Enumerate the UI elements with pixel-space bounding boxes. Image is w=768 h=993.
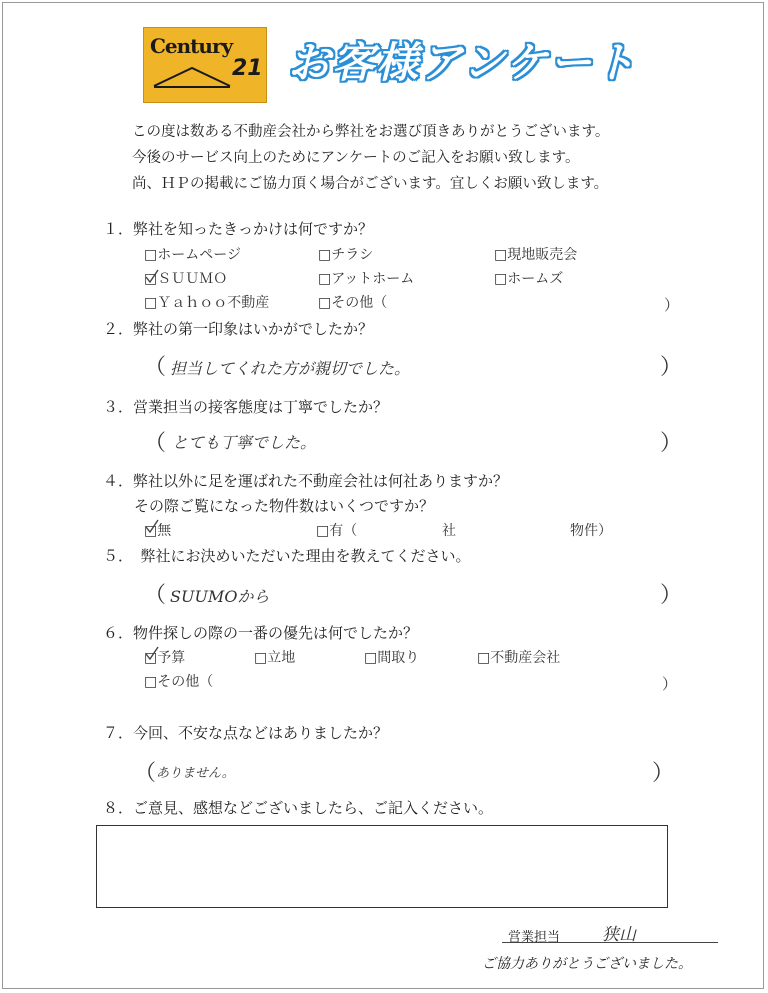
q5-open-paren: （	[144, 583, 167, 608]
q5-text: ５． 弊社にお決めいただいた理由を教えてください。	[103, 547, 471, 565]
q1-option-flyer[interactable]: □チラシ	[318, 247, 374, 263]
logo-text: Century	[150, 34, 233, 58]
q1-option-athome[interactable]: □アットホーム	[318, 271, 415, 287]
q7-close-paren: ）	[652, 761, 675, 786]
q3-open-paren: （	[144, 431, 167, 456]
q7-open-paren: （	[134, 761, 157, 786]
q1-close-paren: ）	[664, 296, 680, 314]
q1-option-yahoo[interactable]: □Ｙａｈｏｏ不動産	[144, 295, 270, 311]
intro-line-2: 今後のサービス向上のためにアンケートのご記入をお願い致します。	[132, 150, 580, 166]
intro-line-1: この度は数ある不動産会社から弊社をお選び頂きありがとうございます。	[132, 124, 610, 140]
q4-property-unit: 物件）	[570, 523, 612, 539]
q6-option-location[interactable]: □立地	[254, 650, 296, 666]
q1-option-open-house[interactable]: □現地販売会	[494, 247, 578, 263]
q7-answer[interactable]: ありません。	[156, 766, 235, 781]
q6-option-agency[interactable]: □不動産会社	[477, 650, 561, 666]
q4-option-none[interactable]: □無	[144, 523, 172, 539]
q2-answer[interactable]: 担当してくれた方が親切でした。	[170, 359, 411, 378]
q1-option-other[interactable]: □その他（	[318, 295, 388, 311]
q6-option-layout[interactable]: □間取り	[364, 650, 420, 666]
q4-text: ４．弊社以外に足を運ばれた不動産会社は何社ありますか？	[103, 472, 509, 490]
q2-text: ２．弊社の第一印象はいかがでしたか？	[103, 320, 374, 338]
q3-text: ３．営業担当の接客態度は丁寧でしたか？	[103, 398, 389, 416]
comment-box[interactable]	[96, 825, 668, 908]
q8-text: ８．ご意見、感想などございましたら、ご記入ください。	[103, 799, 494, 817]
q4-option-yes[interactable]: □有（	[316, 523, 358, 539]
q2-open-paren: （	[144, 355, 167, 380]
q1-text: １．弊社を知ったきっかけは何ですか？	[103, 220, 374, 238]
thanks-message: ご協力ありがとうございました。	[482, 956, 692, 972]
q1-option-suumo[interactable]: □ＳＵＵＭＯ	[144, 271, 228, 287]
logo-number: 21	[232, 56, 263, 81]
check-mark-icon	[145, 519, 159, 533]
staff-label: 営業担当	[508, 930, 561, 945]
q1-option-homepage[interactable]: □ホームページ	[144, 247, 241, 263]
q4-company-unit: 社	[442, 523, 456, 539]
q6-text: ６．物件探しの際の一番の優先は何でしたか？	[103, 624, 419, 642]
check-mark-icon	[145, 269, 159, 283]
q5-answer[interactable]: SUUMOから	[170, 587, 270, 606]
q2-close-paren: ）	[660, 355, 683, 380]
intro-line-3: 尚、ＨＰの掲載にご協力頂く場合がございます。宜しくお願い致します。	[132, 176, 609, 192]
q4-text-2: その際ご覧になった物件数はいくつですか？	[134, 497, 435, 515]
q6-close-paren: ）	[662, 675, 678, 693]
q5-close-paren: ）	[660, 583, 683, 608]
page-title: お客様アンケート	[288, 38, 638, 87]
q1-option-homes[interactable]: □ホームズ	[494, 271, 564, 287]
signature-line	[502, 942, 718, 943]
staff-signature: 狭山	[602, 925, 636, 945]
q6-option-other[interactable]: □その他（	[144, 674, 214, 690]
check-mark-icon	[145, 646, 159, 660]
q3-close-paren: ）	[660, 431, 683, 456]
q3-answer[interactable]: とても丁寧でした。	[172, 433, 317, 452]
q6-option-budget[interactable]: □予算	[144, 650, 186, 666]
house-roof-icon	[152, 62, 232, 90]
century21-logo	[143, 27, 267, 103]
q7-text: ７．今回、不安な点などはありましたか？	[103, 724, 389, 742]
